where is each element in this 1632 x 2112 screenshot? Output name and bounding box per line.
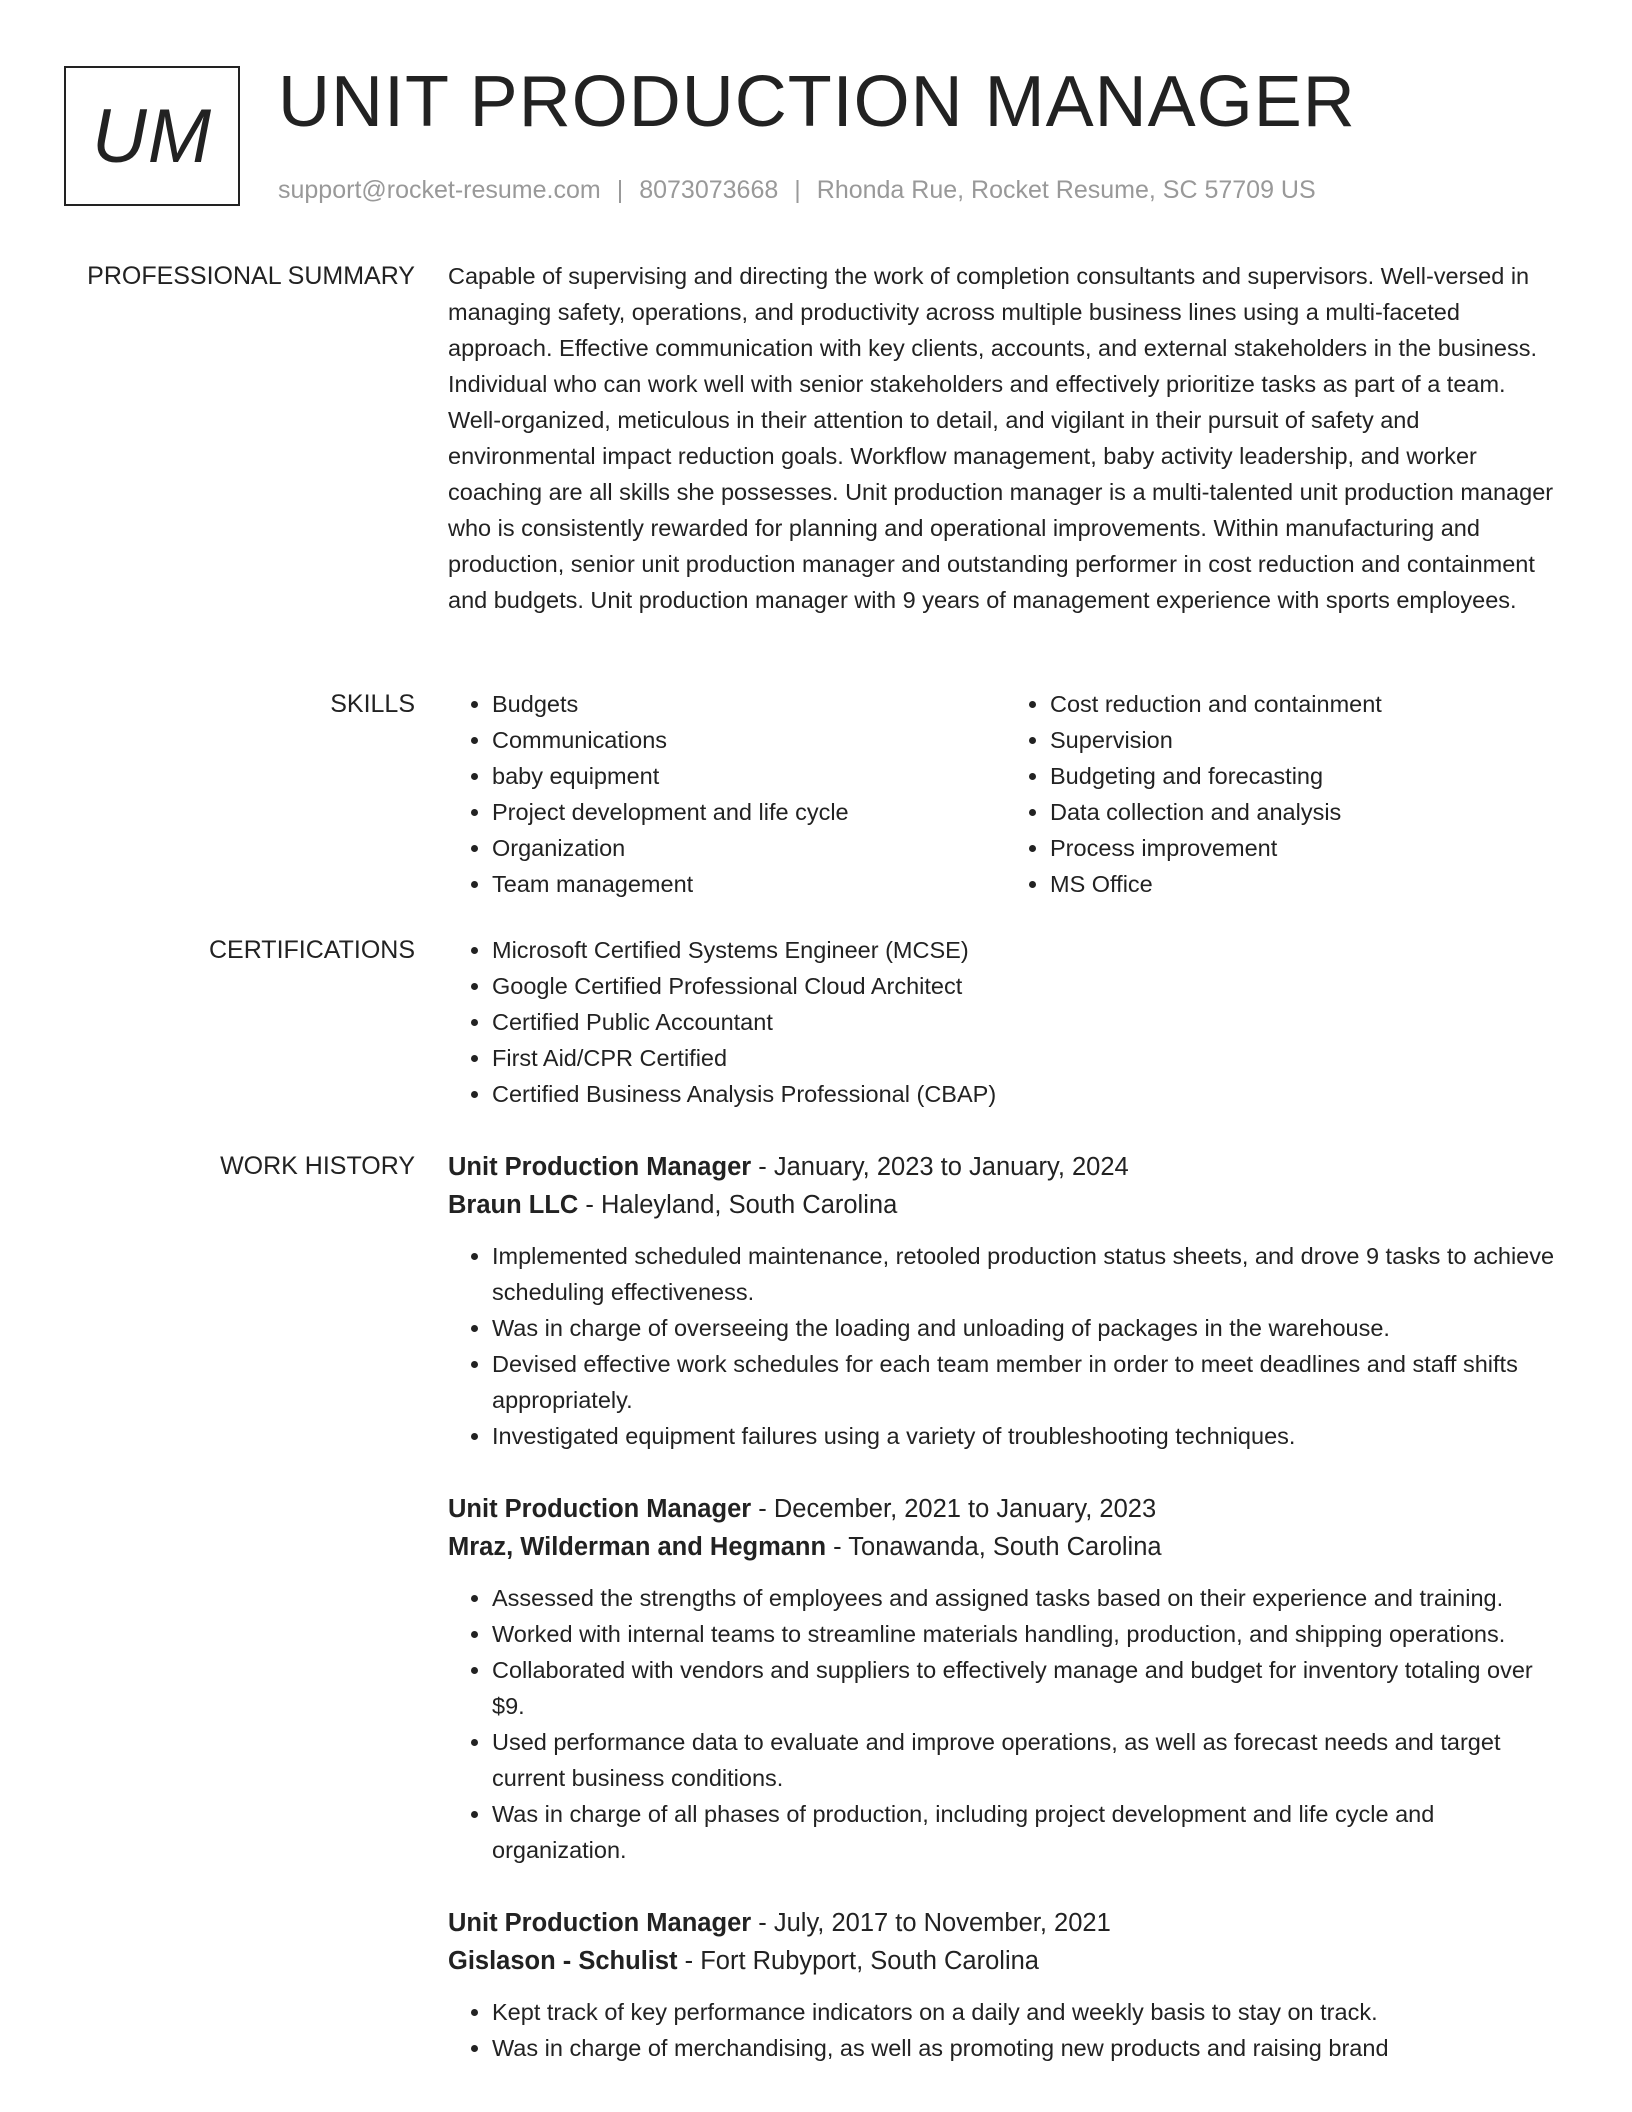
job-company: Gislason - Schulist [448,1947,678,1975]
job-location: - Fort Rubyport, South Carolina [677,1947,1039,1975]
job-company: Braun LLC [448,1191,579,1219]
job-title-line [448,1904,1564,1942]
job-title: Unit Production Manager [448,1153,752,1181]
contact-line [278,174,1316,206]
skill-item: • baby equipment [492,758,1006,794]
job-duty-item: • Worked with internal teams to streamline materials handling, production, and shipping operations. [492,1616,1564,1652]
resume-header [0,0,1632,230]
skill-item: • Cost reduction and containment [1050,686,1564,722]
summary-body [448,258,1564,618]
skill-item: • Project development and life cycle [492,794,1006,830]
job-location: - Haleyland, South Carolina [578,1191,898,1219]
job-duty-item: • Collaborated with vendors and suppliers to effectively manage and budget for inventory totaling over $9. [492,1652,1564,1724]
certifications-body [448,932,1564,1112]
job-company: Mraz, Wilderman and Hegmann [448,1533,827,1561]
certification-item: • Microsoft Certified Systems Engineer (MCSE) [492,932,1564,968]
skill-item: • Supervision [1050,722,1564,758]
job-title-line [448,1490,1564,1528]
initials-monogram: UM [64,66,240,206]
job-duty-item: • Kept track of key performance indicators on a daily and weekly basis to stay on track. [492,1994,1564,2030]
contact-separator: | [794,176,801,204]
job-duty-item: • Was in charge of overseeing the loading and unloading of packages in the warehouse. [492,1310,1564,1346]
skill-item: • Communications [492,722,1006,758]
job-dates: - July, 2017 to November, 2021 [751,1909,1111,1937]
work-history-body [448,1148,1564,2102]
job-location: - Tonawanda, South Carolina [826,1533,1162,1561]
skill-item: • Budgeting and forecasting [1050,758,1564,794]
certification-item: • First Aid/CPR Certified [492,1040,1564,1076]
job-entry [448,1490,1564,1868]
summary-text: Capable of supervising and directing the work of completion consultants and supervisors. Well-versed in managing safety, operations, and productivity across multiple business lines using a multi-faceted approach. Effective communication with key clients, accounts, and external stakeholders in the business. Individual who can work well with senior stakeholders and effectively prioritize tasks as part of a team. Well-organized, meticulous in their attention to detail, and vigilant in their pursuit of safety and environmental impact reduction goals. Workflow management, baby activity leadership, and worker coaching are all skills she possesses. Unit production manager is a multi-talented unit production manager who is consistently rewarded for planning and operational improvements. Within manufacturing and production, senior unit production manager and outstanding performer in cost reduction and containment and budgets. Unit production manager with 9 years of management experience with sports employees. [448,263,1554,613]
job-duty-item: • Assessed the strengths of employees and assigned tasks based on their experience and training. [492,1580,1564,1616]
skill-item: • MS Office [1050,866,1564,902]
skills-list-right [1006,686,1564,902]
section-label-work-history: WORK HISTORY [220,1152,415,1180]
job-company-line [448,1186,1564,1224]
certifications-list [448,932,1564,1112]
section-label-summary: PROFESSIONAL SUMMARY [87,262,415,290]
job-duty-item: • Implemented scheduled maintenance, retooled production status sheets, and drove 9 tasks to achieve scheduling effectiveness. [492,1238,1564,1310]
job-company-line [448,1528,1564,1566]
contact-email[interactable]: support@rocket-resume.com [278,176,601,204]
job-duty-item: • Investigated equipment failures using a variety of troubleshooting techniques. [492,1418,1564,1454]
skill-item: • Team management [492,866,1006,902]
job-dates: - January, 2023 to January, 2024 [751,1153,1129,1181]
skill-item: • Budgets [492,686,1006,722]
certification-item: • Certified Public Accountant [492,1004,1564,1040]
skill-item: • Process improvement [1050,830,1564,866]
certification-item: • Certified Business Analysis Professional (CBAP) [492,1076,1564,1112]
job-duty-item: • Was in charge of all phases of production, including project development and life cycle and organization. [492,1796,1564,1868]
contact-phone[interactable]: 8073073668 [639,176,779,204]
job-entry [448,1148,1564,1454]
skills-columns [448,686,1564,902]
job-entry [448,1904,1564,2066]
skill-item: • Organization [492,830,1006,866]
job-dates: - December, 2021 to January, 2023 [751,1495,1157,1523]
contact-separator: | [616,176,624,204]
section-label-skills: SKILLS [330,690,415,718]
skills-list-left [448,686,1006,902]
skill-item: • Data collection and analysis [1050,794,1564,830]
certification-item: • Google Certified Professional Cloud Architect [492,968,1564,1004]
job-title: Unit Production Manager [448,1909,752,1937]
skills-body [448,686,1564,902]
job-duty-item: • Devised effective work schedules for each team member in order to meet deadlines and staff shifts appropriately. [492,1346,1564,1418]
job-duties-list [448,1994,1564,2066]
job-company-line [448,1942,1564,1980]
job-title-line [448,1148,1564,1186]
job-duties-list [448,1580,1564,1868]
job-duty-item: • Used performance data to evaluate and improve operations, as well as forecast needs and target current business conditions. [492,1724,1564,1796]
candidate-title: UNIT PRODUCTION MANAGER [278,62,1356,142]
job-title: Unit Production Manager [448,1495,752,1523]
job-duties-list [448,1238,1564,1454]
job-duty-item: • Was in charge of merchandising, as well as promoting new products and raising brand [492,2030,1564,2066]
contact-address: Rhonda Rue, Rocket Resume, SC 57709 US [816,176,1316,204]
section-label-certifications: CERTIFICATIONS [208,936,415,964]
